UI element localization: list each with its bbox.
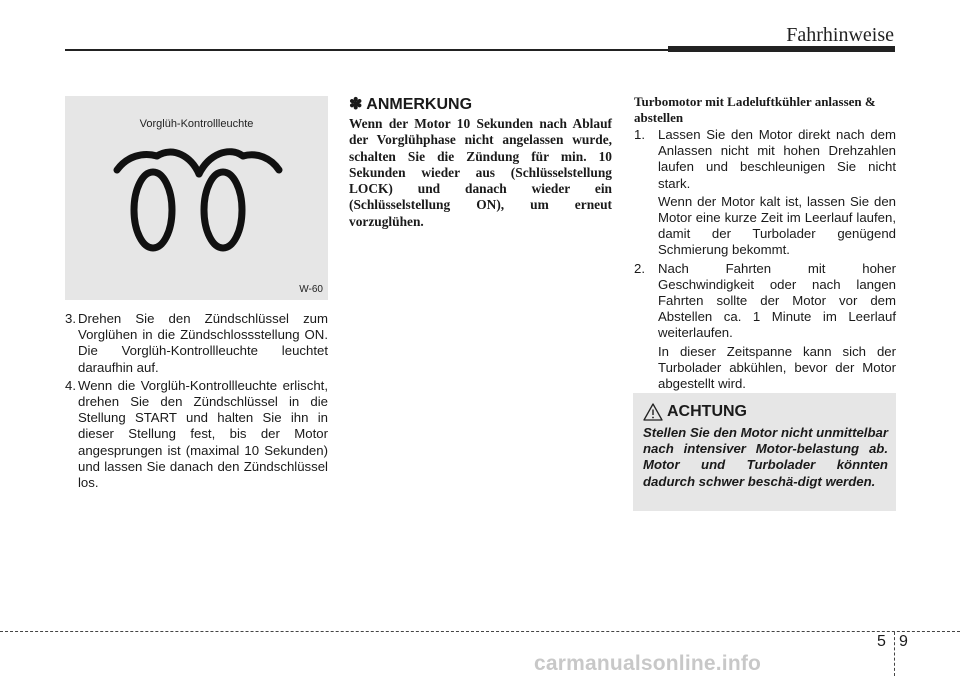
warning-title: ACHTUNG xyxy=(667,403,747,420)
page-section-number: 5 xyxy=(877,633,886,650)
footer-rule xyxy=(0,631,960,632)
list-item-extra: In dieser Zeitspanne kann sich der Turbolader abkühlen, bevor der Motor abgestellt wird. xyxy=(658,343,896,392)
note-title: ✽ ANMERKUNG xyxy=(349,96,473,113)
figure-code: W-60 xyxy=(299,284,323,295)
glow-plug-coil-icon xyxy=(113,148,283,258)
watermark: carmanualsonline.info xyxy=(534,652,762,675)
page-number-divider xyxy=(894,632,895,676)
list-item-number: 3. xyxy=(65,311,76,326)
section-heading: Turbomotor mit Ladeluftkühler anlassen & abstellen xyxy=(634,94,876,125)
list-item-number: 1. xyxy=(634,127,645,142)
list-item-text: Lassen Sie den Motor direkt nach dem Anlassen nicht mit hohen Drehzahlen laufen und beschleunigen Sie nicht stark. xyxy=(658,127,896,191)
figure-caption: Vorglüh-Kontrollleuchte xyxy=(139,118,254,130)
warning-box xyxy=(633,393,896,511)
list-item-text: Wenn die Vorglüh-Kontrollleuchte erlischt, drehen Sie den Zündschlüssel in die Stellung START und halten Sie ihn in dieser Stellung fest, bis der Motor angesprungen ist (maximal 10 Sekunden) und lassen Sie danach den Zündschlüssel los. xyxy=(78,377,328,491)
list-item-text: Drehen Sie den Zündschlüssel zum Vorglühen in die Zündschlossstellung ON. Die Vorglüh-Kontrollleuchte leuchtet daraufhin auf. xyxy=(78,311,328,375)
list-item-text: Nach Fahrten mit hoher Geschwindigkeit oder nach langen Fahrten sollte der Motor vor dem Abstellen ca. 1 Minute im Leerlauf weiterlaufen. xyxy=(658,260,896,341)
note-body: Wenn der Motor 10 Sekunden nach Ablauf der Vorglühphase nicht angelassen wurde, schalten Sie die Zündung für min. 10 Sekunden wieder aus (Schlüsselstellung LOCK) und danach wieder ein (Schlüsselstellung ON), um erneut vorzuglühen. xyxy=(349,116,612,229)
turbo-steps-list xyxy=(634,127,896,394)
indicator-figure xyxy=(65,96,328,300)
list-item xyxy=(65,311,328,376)
warning-triangle-icon xyxy=(643,403,663,421)
list-item-number: 4. xyxy=(65,377,76,393)
list-item-extra: Wenn der Motor kalt ist, lassen Sie den Motor eine kurze Zeit im Leerlauf laufen, damit der Turbolader genügend Schmierung bekommt. xyxy=(658,193,896,258)
list-item xyxy=(634,261,896,393)
list-item xyxy=(634,127,896,259)
list-item xyxy=(65,378,328,491)
header-rule xyxy=(65,49,668,51)
start-steps-list xyxy=(65,311,328,493)
warning-body: Stellen Sie den Motor nicht unmittelbar nach intensiver Motor-belastung ab. Motor und Turbolader könnten dadurch schwer beschä-digt werden. xyxy=(643,425,888,489)
list-item-number: 2. xyxy=(634,260,645,276)
page-header-title: Fahrhinweise xyxy=(786,24,894,46)
page-number: 9 xyxy=(899,633,908,650)
note-box xyxy=(349,94,612,230)
warning-header xyxy=(643,403,747,421)
header-bar xyxy=(668,46,895,52)
